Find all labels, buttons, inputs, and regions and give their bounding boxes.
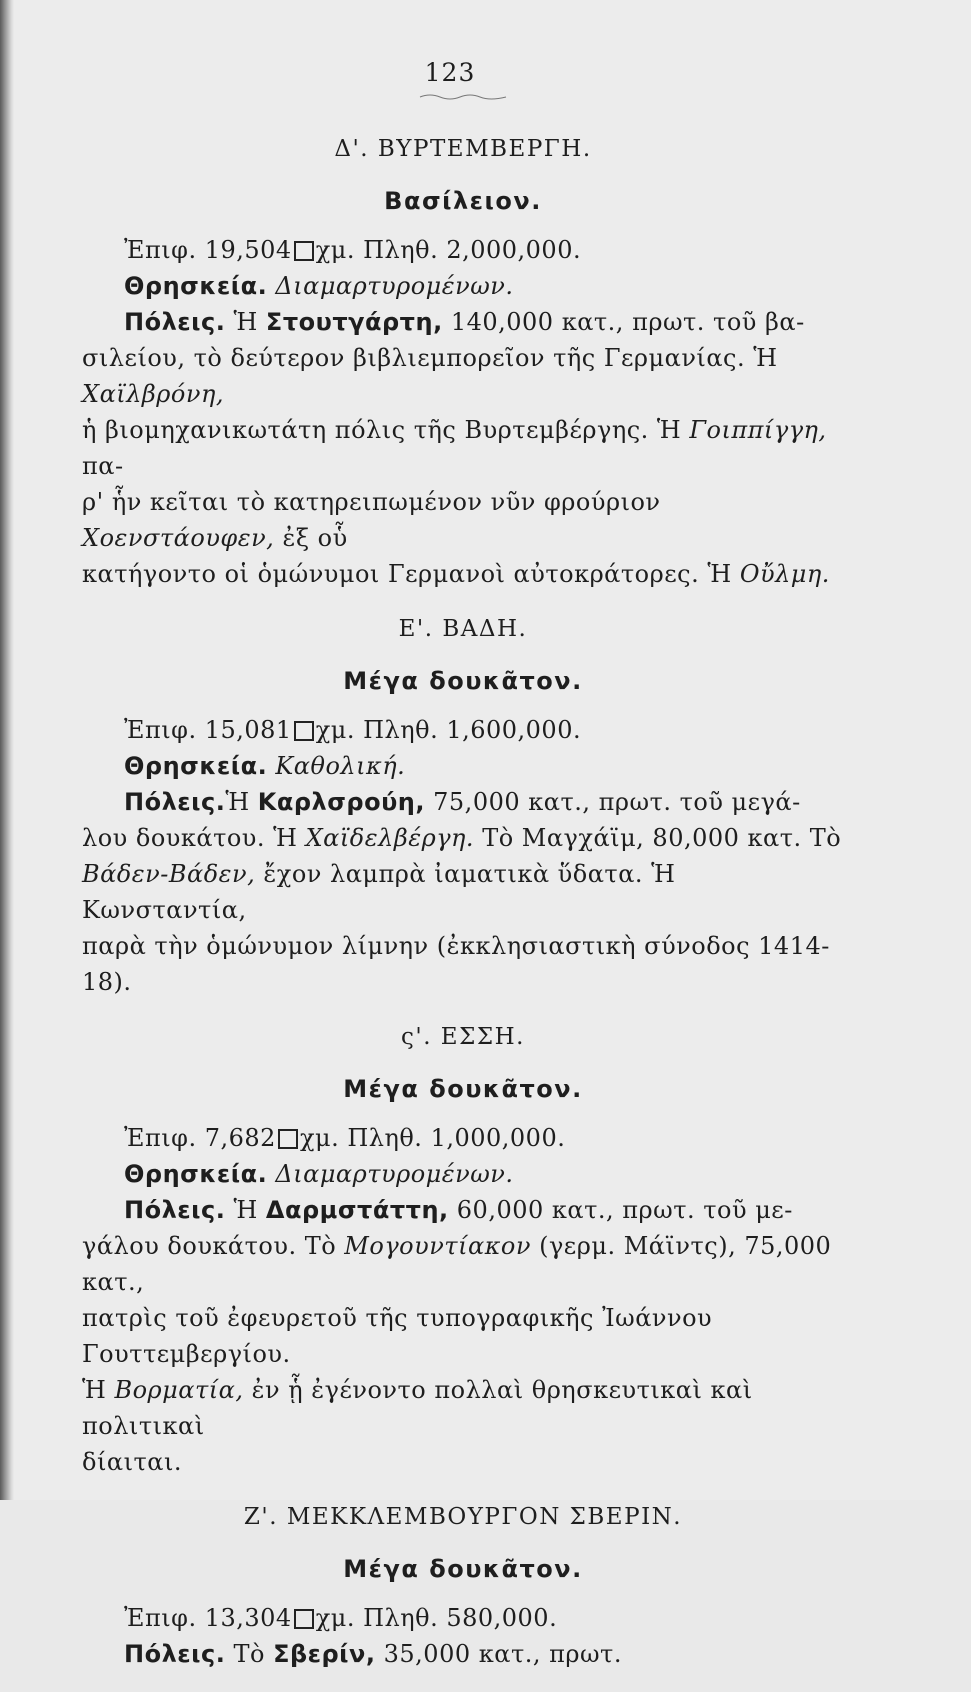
section-heading: ς'. ΕΣΣΗ. [400,1024,525,1050]
area-population-line: Ἐπιφ. 19,504 χμ. Πληθ. 2,000,000. [124,236,582,264]
text-line: ρ' ἧν κεῖται τὸ κατηρειπωμένον νῦν φρούριον Χοενστάουφεν, ἐξ οὗ [82,488,661,552]
section-hesse [82,1020,844,1480]
text-line: ἡ βιομηχανικωτάτη πόλις τῆς Βυρτεμβέργης. Ἡ Γοιππίγγη, πα- [82,416,827,480]
page-binding-shadow [0,0,14,1500]
square-symbol-icon [278,1129,298,1149]
page-number: 123 [424,58,476,87]
area-population-line: Ἐπιφ. 15,081 χμ. Πληθ. 1,600,000. [124,716,582,744]
section-baden [82,612,844,1000]
section-mecklenburg-schwerin [82,1500,844,1672]
cities-line: Πόλεις. Τὸ Σβερίν, 35,000 κατ., πρωτ. [124,1640,622,1668]
cities-line: Πόλεις. Ἡ Στουτγάρτη, 140,000 κατ., πρωτ. τοῦ βα- [124,308,805,336]
page-content [82,120,844,1692]
state-type: Μέγα δουκᾶτον. [343,1555,583,1583]
religion-line: Θρησκεία. Διαμαρτυρομένων. [124,272,514,300]
ornament-rule [418,92,508,102]
text-line: σιλείου, τὸ δεύτερον βιβλιεμπορεῖον τῆς Γερμανίας. Ἡ Χαϊλβρόνη, [82,344,778,408]
area-population-line: Ἐπιφ. 13,304 χμ. Πληθ. 580,000. [124,1604,558,1632]
text-line: Ἡ Βορματία, ἐν ᾗ ἐγένοντο πολλαὶ θρησκευτικαὶ καὶ πολιτικαὶ [82,1376,753,1440]
square-symbol-icon [294,241,314,261]
text-line: γάλου δουκάτου. Τὸ Μογουντίακον (γερμ. Μάϊντς), 75,000 κατ., [82,1232,832,1296]
text-line: κατήγοντο οἱ ὁμώνυμοι Γερμανοὶ αὐτοκράτορες. Ἡ Οὔλμη. [82,560,830,588]
section-heading: Ε'. ΒΑΔΗ. [398,616,528,642]
text-line: Βάδεν-Βάδεν, ἔχον λαμπρὰ ἰαματικὰ ὕδατα. Ἡ Κωνσταντία, [82,860,676,924]
cities-line: Πόλεις. Ἡ Δαρμστάττη, 60,000 κατ., πρωτ. τοῦ με- [124,1196,793,1224]
religion-line: Θρησκεία. Διαμαρτυρομένων. [124,1160,514,1188]
section-heading: Δ'. ΒΥΡΤΕΜΒΕΡΓΗ. [334,136,592,162]
section-heading: Ζ'. ΜΕΚΚΛΕΜΒΟΥΡΓΟΝ ΣΒΕΡΙΝ. [243,1504,683,1530]
square-symbol-icon [294,1609,314,1629]
area-population-line: Ἐπιφ. 7,682 χμ. Πληθ. 1,000,000. [124,1124,566,1152]
state-type: Βασίλειον. [384,187,542,215]
text-line: πατρὶς τοῦ ἐφευρετοῦ τῆς τυπογραφικῆς Ἰωάννου Γουττεμβεργίου. [82,1304,713,1368]
text-line: λου δουκάτου. Ἡ Χαϊδελβέργη. Τὸ Μαγχάϊμ, 80,000 κατ. Τὸ [82,824,842,852]
religion-line: Θρησκεία. Καθολική. [124,752,406,780]
state-type: Μέγα δουκᾶτον. [343,667,583,695]
section-wurttemberg [82,132,844,592]
state-type: Μέγα δουκᾶτον. [343,1075,583,1103]
square-symbol-icon [294,721,314,741]
text-line: παρὰ τὴν ὁμώνυμον λίμνην (ἐκκλησιαστικὴ σύνοδος 1414-18). [82,932,830,996]
text-line: δίαιται. [82,1448,182,1476]
cities-line: Πόλεις.Ἡ Καρλσρούη, 75,000 κατ., πρωτ. τοῦ μεγά- [124,788,801,816]
